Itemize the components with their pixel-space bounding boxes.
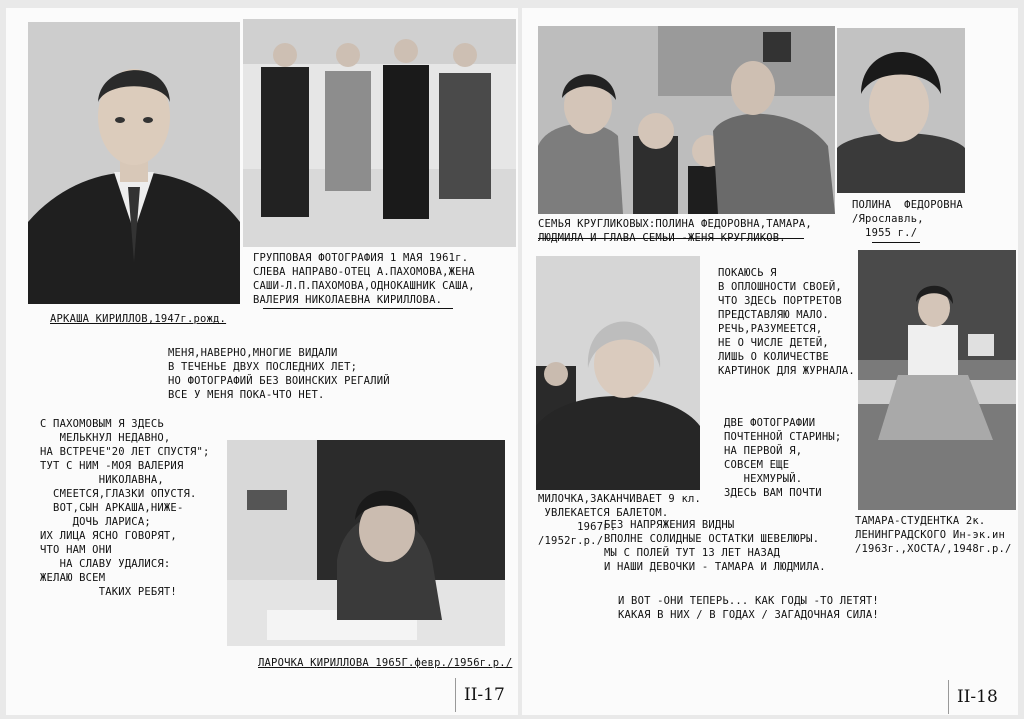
photo-polina-portrait: [837, 28, 965, 193]
caption-polina: ПОЛИНА ФЕДОРОВНА /Ярославль, 1955 г./: [852, 199, 963, 239]
caption-family: СЕМЬЯ КРУГЛИКОВЫХ:ПОЛИНА ФЕДОРОВНА,ТАМАРА, ЛЮДМИЛА И ГЛАВА СЕМЬИ -ЖЕНЯ КРУГЛИКОВ.: [538, 218, 812, 244]
photo-milochka-portrait: [536, 256, 700, 490]
poem-left-top: МЕНЯ,НАВЕРНО,МНОГИЕ ВИДАЛИ В ТЕЧЕНЬЕ ДВУХ ПОСЛЕДНИХ ЛЕТ; НО ФОТОГРАФИЙ БЕЗ ВОИНСКИХ РЕГАЛИЙ ВСЕ У МЕНЯ ПОКА-ЧТО НЕТ.: [168, 347, 390, 401]
photo-larochka-writing: [227, 440, 505, 646]
caption-tamara: ТАМАРА-СТУДЕНТКА 2к. ЛЕНИНГРАДСКОГО Ин-эк.ин /1963г.,ХОСТА/,1948г.р./: [855, 515, 1012, 555]
poem-right-lower: БЕЗ НАПРЯЖЕНИЯ ВИДНЫ ВПОЛНЕ СОЛИДНЫЕ ОСТАТКИ ШЕВЕЛЮРЫ. МЫ С ПОЛЕЙ ТУТ 13 ЛЕТ НАЗАД И НАШИ ДЕВОЧКИ - ТАМАРА И ЛЮДМИЛА.: [604, 519, 826, 573]
poem-left-main: С ПАХОМОВЫМ Я ЗДЕСЬ МЕЛЬКНУЛ НЕДАВНО, НА ВСТРЕЧЕ"20 ЛЕТ СПУСТЯ"; ТУТ С НИМ -МОЯ ВАЛЕРИЯ НИКОЛАВНА, СМЕЕТСЯ,ГЛАЗКИ ОПУСТЯ. ВОТ,СЫН АРКАША,НИЖЕ- ДОЧЬ ЛАРИСА; ИХ ЛИЦА ЯСНО ГОВОРЯТ, ЧТО НАМ ОНИ НА СЛАВУ УДАЛИСЯ: ЖЕЛАЮ ВСЕМ ТАКИХ РЕБЯТ!: [40, 418, 210, 598]
photo-family-kruglikov: [538, 26, 835, 214]
photo-tamara-khosta: [858, 250, 1016, 510]
poem-right-top: ПОКАЮСЬ Я В ОПЛОШНОСТИ СВОЕЙ, ЧТО ЗДЕСЬ ПОРТРЕТОВ ПРЕДСТАВЛЯЮ МАЛО. РЕЧЬ,РАЗУМЕЕТСЯ, НЕ О ЧИСЛЕ ДЕТЕЙ, ЛИШЬ О КОЛИЧЕСТВЕ КАРТИНОК ДЛЯ ЖУРНАЛА.: [718, 267, 855, 377]
caption-milochka: МИЛОЧКА,ЗАКАНЧИВАЕТ 9 кл. УВЛЕКАЕТСЯ БАЛЕТОМ. 1967г. /1952г.р./: [538, 493, 702, 547]
poem-right-final: И ВОТ -ОНИ ТЕПЕРЬ... КАК ГОДЫ -ТО ЛЕТЯТ! КАКАЯ В НИХ / В ГОДАХ / ЗАГАДОЧНАЯ СИЛА!: [618, 595, 879, 621]
caption-underline: [263, 308, 453, 309]
page-number-left: II-17: [455, 678, 505, 712]
page-number-right: II-18: [948, 680, 998, 714]
poem-right-middle: ДВЕ ФОТОГРАФИИ ПОЧТЕННОЙ СТАРИНЫ; НА ПЕРВОЙ Я, СОВСЕМ ЕЩЕ НЕХМУРЫЙ. ЗДЕСЬ ВАМ ПОЧТИ: [724, 417, 842, 499]
caption-underline: [872, 242, 920, 243]
caption-larochka: ЛАРОЧКА КИРИЛЛОВА 1965Г.февр./1956г.р./: [258, 657, 513, 669]
photo-group-may-1961: [243, 19, 516, 247]
caption-underline: [538, 238, 804, 239]
caption-group-photo: ГРУППОВАЯ ФОТОГРАФИЯ 1 МАЯ 1961г. СЛЕВА НАПРАВО-ОТЕЦ А.ПАХОМОВА,ЖЕНА САШИ-Л.П.ПАХОМОВА,ОДНОКАШНИК САША, ВАЛЕРИЯ НИКОЛАЕВНА КИРИЛЛОВА.: [253, 252, 475, 306]
caption-arkasha: АРКАША КИРИЛЛОВ,1947г.рожд.: [50, 313, 227, 325]
photo-arkasha-portrait: [28, 22, 240, 304]
